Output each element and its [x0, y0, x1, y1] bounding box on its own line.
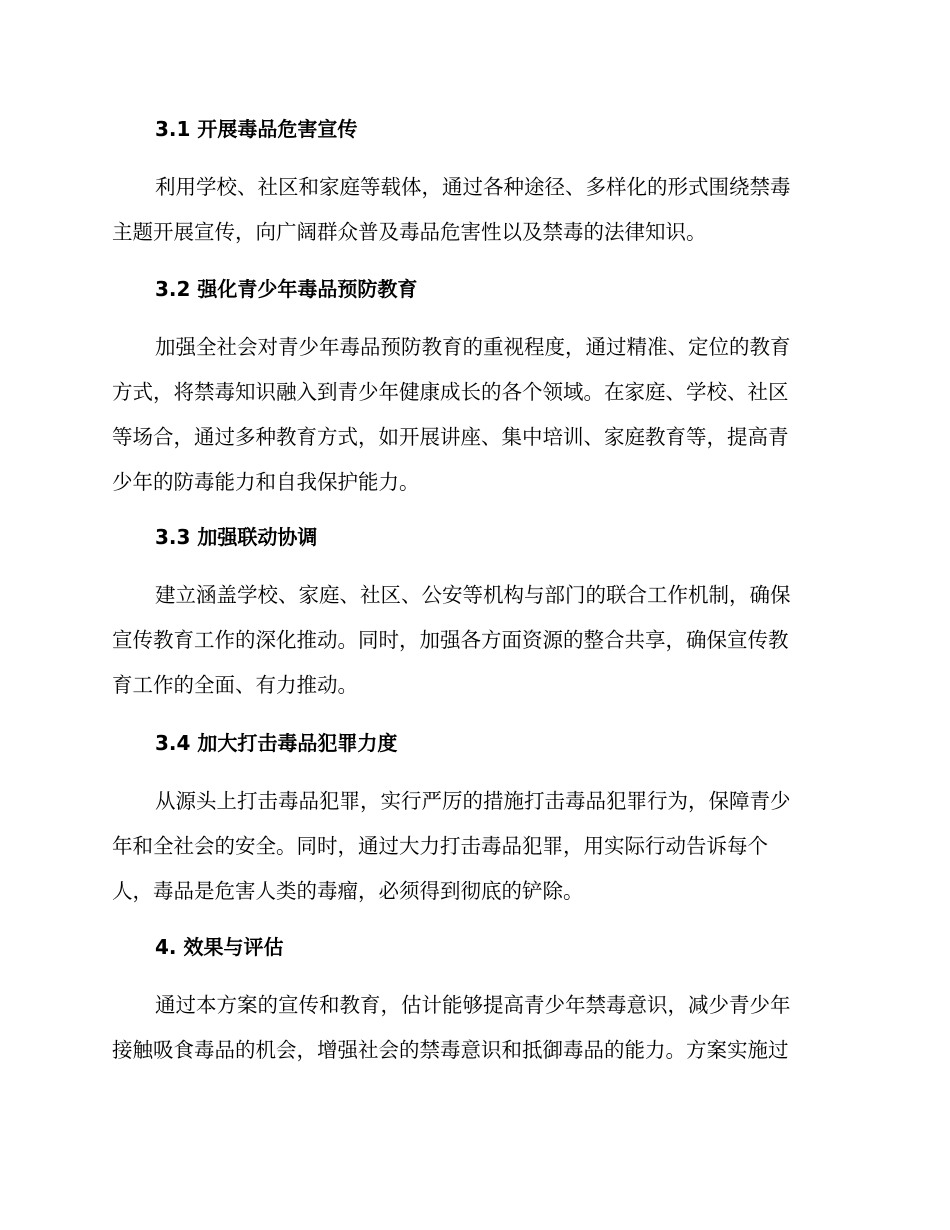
- section-paragraph-3-2: [112, 325, 832, 505]
- paragraph-line: 加强全社会对青少年毒品预防教育的重视程度，通过精准、定位的教育: [155, 335, 791, 359]
- paragraph-line: 宣传教育工作的深化推动。同时，加强各方面资源的整合共享，确保宣传教: [112, 628, 789, 652]
- paragraph-line: 育工作的全面、有力推动。: [112, 673, 358, 697]
- paragraph-line: 利用学校、社区和家庭等载体，通过各种途径、多样化的形式围绕禁毒: [155, 175, 791, 199]
- paragraph-line: 主题开展宣传，向广阔群众普及毒品危害性以及禁毒的法律知识。: [112, 220, 707, 244]
- paragraph-line: 通过本方案的宣传和教育，估计能够提高青少年禁毒意识，减少青少年: [155, 993, 791, 1017]
- section-paragraph-4: [112, 983, 832, 1073]
- section-heading-4: 4. 效果与评估: [155, 935, 284, 959]
- section-heading-3-1: 3.1 开展毒品危害宣传: [155, 117, 358, 141]
- paragraph-line: 建立涵盖学校、家庭、社区、公安等机构与部门的联合工作机制，确保: [155, 583, 791, 607]
- paragraph-line: 方式，将禁毒知识融入到青少年健康成长的各个领域。在家庭、学校、社区: [112, 380, 789, 404]
- section-paragraph-3-4: [112, 779, 832, 914]
- section-paragraph-3-3: [112, 573, 832, 708]
- section-heading-3-3: 3.3 加强联动协调: [155, 525, 318, 549]
- section-heading-3-2: 3.2 强化青少年毒品预防教育: [155, 277, 418, 301]
- paragraph-line: 年和全社会的安全。同时，通过大力打击毒品犯罪，用实际行动告诉每个: [112, 834, 768, 858]
- paragraph-line: 接触吸食毒品的机会，增强社会的禁毒意识和抵御毒品的能力。方案实施过: [112, 1038, 789, 1062]
- paragraph-line: 从源头上打击毒品犯罪，实行严厉的措施打击毒品犯罪行为，保障青少: [155, 789, 791, 813]
- paragraph-line: 人，毒品是危害人类的毒瘤，必须得到彻底的铲除。: [112, 879, 584, 903]
- paragraph-line: 等场合，通过多种教育方式，如开展讲座、集中培训、家庭教育等，提高青: [112, 425, 789, 449]
- section-paragraph-3-1: [112, 165, 832, 255]
- paragraph-line: 少年的防毒能力和自我保护能力。: [112, 470, 420, 494]
- section-heading-3-4: 3.4 加大打击毒品犯罪力度: [155, 731, 398, 755]
